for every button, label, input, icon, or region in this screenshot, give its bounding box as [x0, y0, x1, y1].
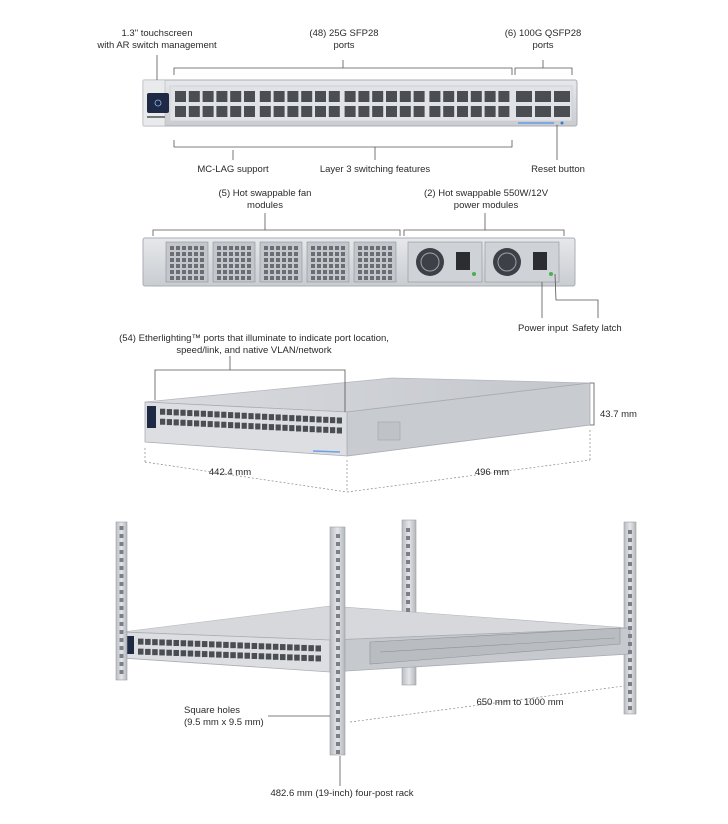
fan-module	[260, 242, 302, 282]
rack-port	[280, 654, 286, 660]
square-hole	[628, 594, 632, 598]
etherlighting-port	[180, 420, 185, 426]
rack-port	[316, 645, 322, 651]
rack-port	[174, 650, 180, 656]
rack-port	[152, 649, 158, 655]
etherlighting-port	[316, 426, 321, 432]
etherlighting-port	[337, 417, 342, 423]
sfp28-port	[429, 91, 440, 102]
fan-modules	[166, 242, 396, 282]
etherlighting-port	[235, 422, 240, 428]
etherlighting-port	[289, 425, 294, 431]
square-hole	[628, 642, 632, 646]
power-modules-label	[414, 188, 558, 212]
rack-port	[202, 651, 208, 657]
square-hole	[406, 584, 410, 588]
etherlighting-port	[174, 419, 179, 425]
etherlighting-port	[221, 422, 226, 428]
rack-port	[174, 640, 180, 646]
etherlighting-port	[208, 421, 213, 427]
square-hole	[336, 734, 340, 738]
sfp28-port	[400, 106, 411, 117]
square-hole	[336, 678, 340, 682]
square-hole	[120, 550, 124, 554]
etherlighting-port	[180, 410, 185, 416]
square-hole	[628, 706, 632, 710]
etherlighting-port	[214, 421, 219, 427]
sfp28-port	[230, 91, 241, 102]
power-module	[485, 242, 559, 282]
square-hole	[336, 718, 340, 722]
rack-port	[287, 644, 293, 650]
etherlighting-port	[194, 410, 199, 416]
square-hole	[628, 658, 632, 662]
sfp28-port	[329, 106, 340, 117]
square-hole	[120, 614, 124, 618]
square-hole	[120, 662, 124, 666]
sfp28-port	[216, 91, 227, 102]
etherlighting-port	[262, 414, 267, 420]
width-label: 442.4 mm	[208, 467, 252, 478]
etherlighting-port	[255, 423, 260, 429]
square-hole	[628, 538, 632, 542]
etherlighting-port	[330, 427, 335, 433]
sfp28-port	[498, 106, 509, 117]
etherlighting-port	[262, 424, 267, 430]
square-hole	[336, 742, 340, 746]
sfp28-port	[345, 91, 356, 102]
rack-port	[252, 653, 258, 659]
sfp28-port	[301, 91, 312, 102]
sfp28-port	[301, 106, 312, 117]
rack-port	[195, 651, 201, 657]
rack-port	[308, 645, 314, 651]
etherlighting-port	[303, 426, 308, 432]
sfp28-label-line-1: (48) 25G SFP28	[309, 28, 379, 39]
etherlighting-port	[269, 414, 274, 420]
rack-port	[188, 651, 194, 657]
sfp28-port	[189, 106, 200, 117]
sfp28-port	[400, 91, 411, 102]
power-input-label: Power input	[518, 323, 569, 334]
sfp28-port	[485, 106, 496, 117]
etherlighting-port	[228, 422, 233, 428]
rack-port	[216, 642, 222, 648]
rack-port	[287, 654, 293, 660]
square-hole	[120, 654, 124, 658]
square-holes-label	[184, 705, 264, 729]
square-hole	[628, 626, 632, 630]
sfp28-port	[457, 91, 468, 102]
rack-port	[237, 652, 243, 658]
touchscreen-label-line-1: 1.3" touchscreen	[121, 28, 193, 39]
rack-port	[301, 645, 307, 651]
square-hole	[336, 646, 340, 650]
etherlighting-port	[167, 409, 172, 415]
etherlighting-port	[316, 416, 321, 422]
square-hole	[336, 670, 340, 674]
power-module	[408, 242, 482, 282]
square-hole	[336, 654, 340, 658]
sfp28-port	[372, 106, 383, 117]
depth-label: 496 mm	[474, 467, 510, 478]
square-hole	[336, 558, 340, 562]
fan-modules-label-line-2: modules	[247, 200, 283, 211]
rack-label: 482.6 mm (19-inch) four-post rack	[270, 788, 414, 799]
square-hole	[336, 630, 340, 634]
rack-port	[188, 641, 194, 647]
square-holes-label-line-2: (9.5 mm x 9.5 mm)	[184, 717, 264, 728]
square-hole	[406, 552, 410, 556]
rack-port	[223, 652, 229, 658]
etherlighting-port	[282, 415, 287, 421]
sfp28-port	[414, 106, 425, 117]
etherlighting-label-line-2: speed/link, and native VLAN/network	[176, 345, 332, 356]
psu-fan	[416, 248, 444, 276]
qsfp28-port	[554, 106, 570, 117]
rear-switch	[143, 238, 575, 286]
square-hole	[120, 542, 124, 546]
sfp28-port	[485, 91, 496, 102]
square-hole	[120, 638, 124, 642]
layer3-label: Layer 3 switching features	[319, 164, 431, 175]
fan-modules-label-line-1: (5) Hot swappable fan	[218, 188, 312, 199]
sfp28-port	[386, 91, 397, 102]
square-hole	[336, 574, 340, 578]
power-inlet	[456, 252, 470, 270]
rack-port	[181, 650, 187, 656]
etherlighting-port	[160, 419, 165, 425]
sfp28-port	[203, 91, 214, 102]
rack-port	[294, 645, 300, 651]
etherlighting-label-line-1: (54) Etherlighting™ ports that illuminate to indicate port location,	[119, 333, 389, 344]
safety-latch-label: Safety latch	[572, 323, 622, 334]
rack-port	[259, 643, 265, 649]
fan-modules-label	[204, 188, 326, 212]
square-hole	[120, 598, 124, 602]
square-hole	[120, 590, 124, 594]
square-hole	[628, 570, 632, 574]
etherlighting-port	[330, 417, 335, 423]
sfp28-port	[414, 91, 425, 102]
square-hole	[628, 666, 632, 670]
rack-port	[209, 641, 215, 647]
square-hole	[120, 622, 124, 626]
rack-port	[273, 644, 279, 650]
etherlighting-port	[187, 410, 192, 416]
square-hole	[406, 536, 410, 540]
square-hole	[628, 602, 632, 606]
sfp28-port	[230, 106, 241, 117]
sfp28-port	[216, 106, 227, 117]
sfp28-port	[287, 106, 298, 117]
square-hole	[628, 690, 632, 694]
square-hole	[628, 586, 632, 590]
rack-port	[294, 655, 300, 661]
qsfp28-port	[516, 91, 532, 102]
sfp28-port	[358, 91, 369, 102]
etherlighting-label	[100, 333, 408, 357]
sfp28-port	[315, 106, 326, 117]
square-hole	[336, 622, 340, 626]
square-hole	[120, 574, 124, 578]
etherlighting-port	[160, 409, 165, 415]
square-hole	[628, 546, 632, 550]
etherlighting-port	[228, 412, 233, 418]
qsfp28-label-line-1: (6) 100G QSFP28	[504, 28, 582, 39]
touchscreen-display	[147, 93, 169, 113]
rack-port	[145, 639, 151, 645]
square-hole	[406, 568, 410, 572]
etherlighting-port	[174, 409, 179, 415]
square-hole	[406, 544, 410, 548]
sfp28-port	[315, 91, 326, 102]
touchscreen-label-line-2: with AR switch management	[97, 40, 217, 51]
sfp28-port	[244, 91, 255, 102]
square-hole	[120, 526, 124, 530]
square-hole	[336, 750, 340, 754]
square-hole	[120, 670, 124, 674]
square-hole	[120, 582, 124, 586]
etherlighting-port	[208, 411, 213, 417]
rack-port	[308, 655, 314, 661]
square-hole	[120, 630, 124, 634]
square-hole	[406, 576, 410, 580]
touchscreen-label	[84, 28, 230, 52]
etherlighting-port	[282, 425, 287, 431]
etherlighting-port	[323, 427, 328, 433]
rack-port	[145, 649, 151, 655]
rack-port	[245, 643, 251, 649]
etherlighting-port	[276, 424, 281, 430]
rack-port	[166, 640, 172, 646]
etherlighting-port	[310, 426, 315, 432]
etherlighting-port	[201, 421, 206, 427]
sfp28-port	[274, 91, 285, 102]
etherlighting-port	[194, 420, 199, 426]
etherlighting-port	[323, 417, 328, 423]
square-hole	[628, 674, 632, 678]
sfp28-port	[443, 106, 454, 117]
rack-port	[159, 649, 165, 655]
square-hole	[336, 726, 340, 730]
qsfp28-port	[535, 106, 551, 117]
rack-port	[273, 654, 279, 660]
front-switch	[143, 80, 577, 126]
rack-port	[216, 652, 222, 658]
power-modules-label-line-2: power modules	[453, 200, 519, 211]
square-hole	[336, 662, 340, 666]
sfp28-port	[429, 106, 440, 117]
rack-port	[159, 639, 165, 645]
square-hole	[336, 694, 340, 698]
rail-range-label: 650 mm to 1000 mm	[476, 697, 564, 708]
square-hole	[336, 638, 340, 642]
power-inlet	[533, 252, 547, 270]
etherlighting-port	[242, 413, 247, 419]
sfp28-label	[292, 28, 396, 52]
etherlighting-port	[289, 415, 294, 421]
sfp28-port	[386, 106, 397, 117]
sfp28-port	[274, 106, 285, 117]
rack-port	[230, 642, 236, 648]
square-hole	[336, 702, 340, 706]
square-hole	[336, 582, 340, 586]
sfp28-port	[372, 91, 383, 102]
sfp28-port	[329, 91, 340, 102]
rack-port	[259, 653, 265, 659]
sfp28-port	[244, 106, 255, 117]
sfp28-port	[471, 106, 482, 117]
etherlighting-port	[248, 423, 253, 429]
fan-module	[166, 242, 208, 282]
etherlighting-port	[214, 411, 219, 417]
etherlighting-port	[167, 419, 172, 425]
sfp28-port	[175, 106, 186, 117]
etherlighting-port	[255, 413, 260, 419]
sfp28-port	[358, 106, 369, 117]
square-hole	[120, 646, 124, 650]
fan-module	[354, 242, 396, 282]
sfp28-port	[443, 91, 454, 102]
square-hole	[120, 566, 124, 570]
square-hole	[120, 606, 124, 610]
fan-module	[213, 242, 255, 282]
rack-port	[316, 655, 322, 661]
etherlighting-port	[235, 412, 240, 418]
rack-port	[181, 640, 187, 646]
rack-port	[280, 644, 286, 650]
rack-port	[202, 641, 208, 647]
power-modules-label-line-1: (2) Hot swappable 550W/12V	[423, 188, 549, 199]
sfp28-port	[203, 106, 214, 117]
square-hole	[406, 528, 410, 532]
square-hole	[628, 530, 632, 534]
reset-button	[561, 122, 564, 125]
square-hole	[336, 534, 340, 538]
square-hole	[120, 534, 124, 538]
square-hole	[628, 682, 632, 686]
etherlighting-port	[221, 412, 226, 418]
sfp28-port	[498, 91, 509, 102]
fan-module	[307, 242, 349, 282]
sfp28-port	[175, 91, 186, 102]
rack-port	[237, 642, 243, 648]
square-hole	[336, 710, 340, 714]
etherlighting-port	[296, 415, 301, 421]
rack-port	[230, 652, 236, 658]
qsfp28-port	[535, 91, 551, 102]
square-hole	[336, 590, 340, 594]
etherlighting-port	[276, 414, 281, 420]
square-hole	[406, 560, 410, 564]
rack-port	[266, 654, 272, 660]
square-hole	[406, 600, 410, 604]
rack-port	[166, 650, 172, 656]
square-hole	[628, 610, 632, 614]
rack-port	[245, 653, 251, 659]
rack-port	[266, 644, 272, 650]
square-hole	[628, 634, 632, 638]
rack-callouts	[268, 716, 340, 786]
sfp28-port	[260, 91, 271, 102]
sfp28-port	[345, 106, 356, 117]
etherlighting-port	[296, 425, 301, 431]
sfp28-port	[287, 91, 298, 102]
psu-fan	[493, 248, 521, 276]
rack-port	[209, 651, 215, 657]
rack-port	[301, 655, 307, 661]
square-hole	[336, 566, 340, 570]
sfp28-port	[471, 91, 482, 102]
qsfp28-label	[494, 28, 592, 52]
square-hole	[336, 598, 340, 602]
square-hole	[406, 608, 410, 612]
square-hole	[336, 614, 340, 618]
etherlighting-port	[248, 413, 253, 419]
etherlighting-port	[269, 424, 274, 430]
sfp28-port	[260, 106, 271, 117]
sfp28-label-line-2: ports	[333, 40, 355, 51]
square-hole	[406, 592, 410, 596]
square-hole	[628, 554, 632, 558]
square-hole	[336, 606, 340, 610]
mclag-label: MC-LAG support	[197, 164, 269, 175]
qsfp28-port	[516, 106, 532, 117]
rack-port	[152, 639, 158, 645]
qsfp28-port	[554, 91, 570, 102]
square-hole	[628, 562, 632, 566]
height-label: 43.7 mm	[600, 409, 637, 420]
sfp28-port	[189, 91, 200, 102]
square-hole	[120, 558, 124, 562]
square-hole	[336, 542, 340, 546]
rack-port	[223, 642, 229, 648]
etherlighting-port	[310, 416, 315, 422]
square-hole	[628, 698, 632, 702]
etherlighting-port	[303, 416, 308, 422]
perspective-switch	[145, 378, 590, 456]
square-hole	[336, 550, 340, 554]
rack-port	[195, 641, 201, 647]
etherlighting-port	[337, 427, 342, 433]
square-holes-label-line-1: Square holes	[184, 705, 240, 716]
reset-button-label: Reset button	[531, 164, 585, 175]
square-hole	[628, 578, 632, 582]
etherlighting-port	[201, 411, 206, 417]
square-hole	[628, 650, 632, 654]
rack-port	[138, 639, 144, 645]
qsfp28-label-line-2: ports	[532, 40, 554, 51]
square-hole	[628, 618, 632, 622]
etherlighting-port	[242, 423, 247, 429]
rack-port	[252, 643, 258, 649]
sfp28-port	[457, 106, 468, 117]
rack-port	[138, 649, 144, 655]
square-hole	[336, 686, 340, 690]
etherlighting-port	[187, 420, 192, 426]
